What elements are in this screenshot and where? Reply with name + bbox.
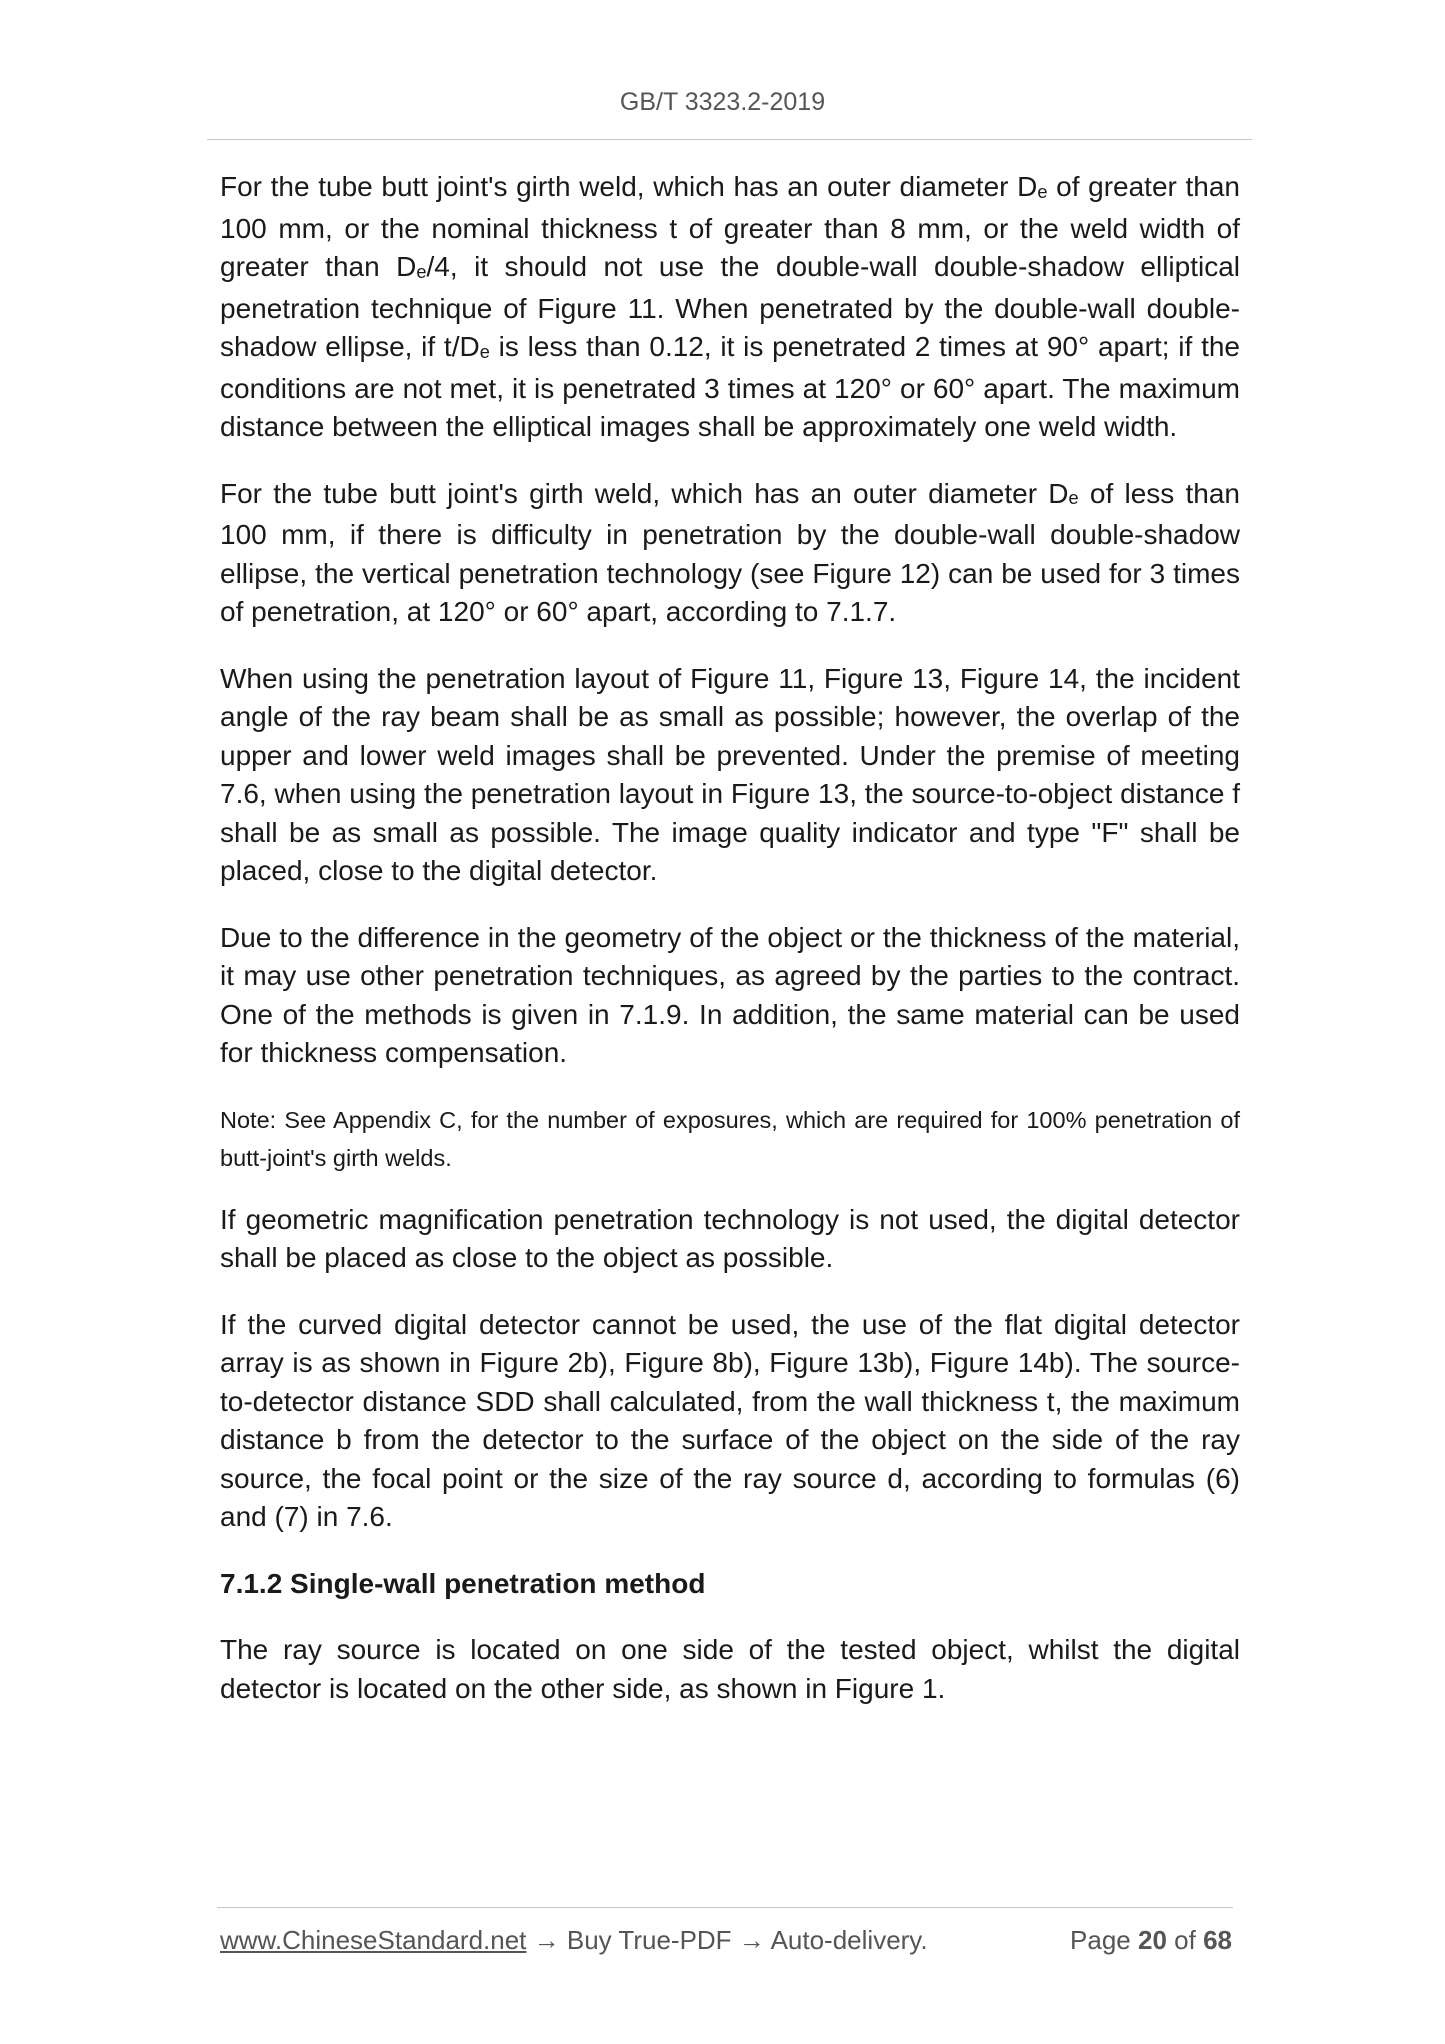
- subscript-e: e: [479, 341, 490, 362]
- page-footer: [220, 1925, 1232, 1956]
- paragraph-girth-weld-large: For the tube butt joint's girth weld, which has an outer diameter De of greater than 100 mm, or the nominal thickness t of greater than 8 mm, or the weld width of greater than De/4, it should not use the double-wall double-shadow elliptical penetration technique of Figure 11. When penetrated by the double-wall double-shadow ellipse, if t/De is less than 0.12, it is penetrated 2 times at 90° apart; if the conditions are not met, it is penetrated 3 times at 120° or 60° apart. The maximum distance between the elliptical images shall be approximately one weld width.: [220, 171, 1241, 442]
- paragraph-penetration-layout: When using the penetration layout of Figure 11, Figure 13, Figure 14, the incident angle of the ray beam shall be as small as possible; however, the overlap of the upper and lower weld images shall be prevented. Under the premise of meeting 7.6, when using the penetration layout in Figure 13, the source-to-object distance f shall be as small as possible. The image quality indicator and type "F" shall be placed, close to the digital detector.: [220, 662, 1240, 886]
- chinese-standard-link[interactable]: www.ChineseStandard.net: [220, 1925, 527, 1955]
- paragraph-girth-weld-small: For the tube butt joint's girth weld, which has an outer diameter De of less than 100 mm, if there is difficulty in penetration by the double-wall double-shadow ellipse, the vertical penetration technology (see Figure 12) can be used for 3 times of penetration, at 120° or 60° apart, according to 7.1.7.: [220, 477, 1241, 627]
- paragraph-single-wall: The ray source is located on one side of the tested object, whilst the digital detector is located on the other side, as shown in Figure 1.: [220, 1634, 1240, 1704]
- paragraph-geometric-magnification: If geometric magnification penetration technology is not used, the digital detector shall be placed as close to the object as possible.: [220, 1203, 1240, 1273]
- footer-tagline: → Buy True-PDF → Auto-delivery.: [526, 1925, 928, 1955]
- section-heading-7-1-2: 7.1.2 Single-wall penetration method: [220, 1567, 706, 1599]
- header-divider: [207, 139, 1252, 140]
- footer-left: [220, 1925, 928, 1956]
- note-appendix-c: Note: See Appendix C, for the number of exposures, which are required for 100% penetration of butt-joint's girth welds.: [220, 1106, 1240, 1171]
- footer-divider: [217, 1907, 1233, 1908]
- subscript-e: e: [1068, 488, 1079, 509]
- page-number: Page 20 of 68: [1070, 1925, 1232, 1955]
- paragraph-flat-detector: If the curved digital detector cannot be used, the use of the flat digital detector array is as shown in Figure 2b), Figure 8b), Figure 13b), Figure 14b). The source-to-detector distance SDD shall calculated, from the wall thickness t, the maximum distance b from the detector to the surface of the object on the side of the ray source, the focal point or the size of the ray source d, according to formulas (6) and (7) in 7.6.: [220, 1308, 1240, 1532]
- current-page: 20: [1138, 1925, 1167, 1955]
- subscript-e: e: [1037, 181, 1048, 202]
- total-pages: 68: [1203, 1925, 1232, 1955]
- subscript-e: e: [416, 261, 427, 282]
- document-body: [220, 168, 1240, 1736]
- paragraph-geometry-difference: Due to the difference in the geometry of the object or the thickness of the material, it may use other penetration techniques, as agreed by the parties to the contract. One of the methods is given in 7.1.9. In addition, the same material can be used for thickness compensation.: [220, 921, 1240, 1068]
- document-header-id: GB/T 3323.2-2019: [619, 88, 826, 116]
